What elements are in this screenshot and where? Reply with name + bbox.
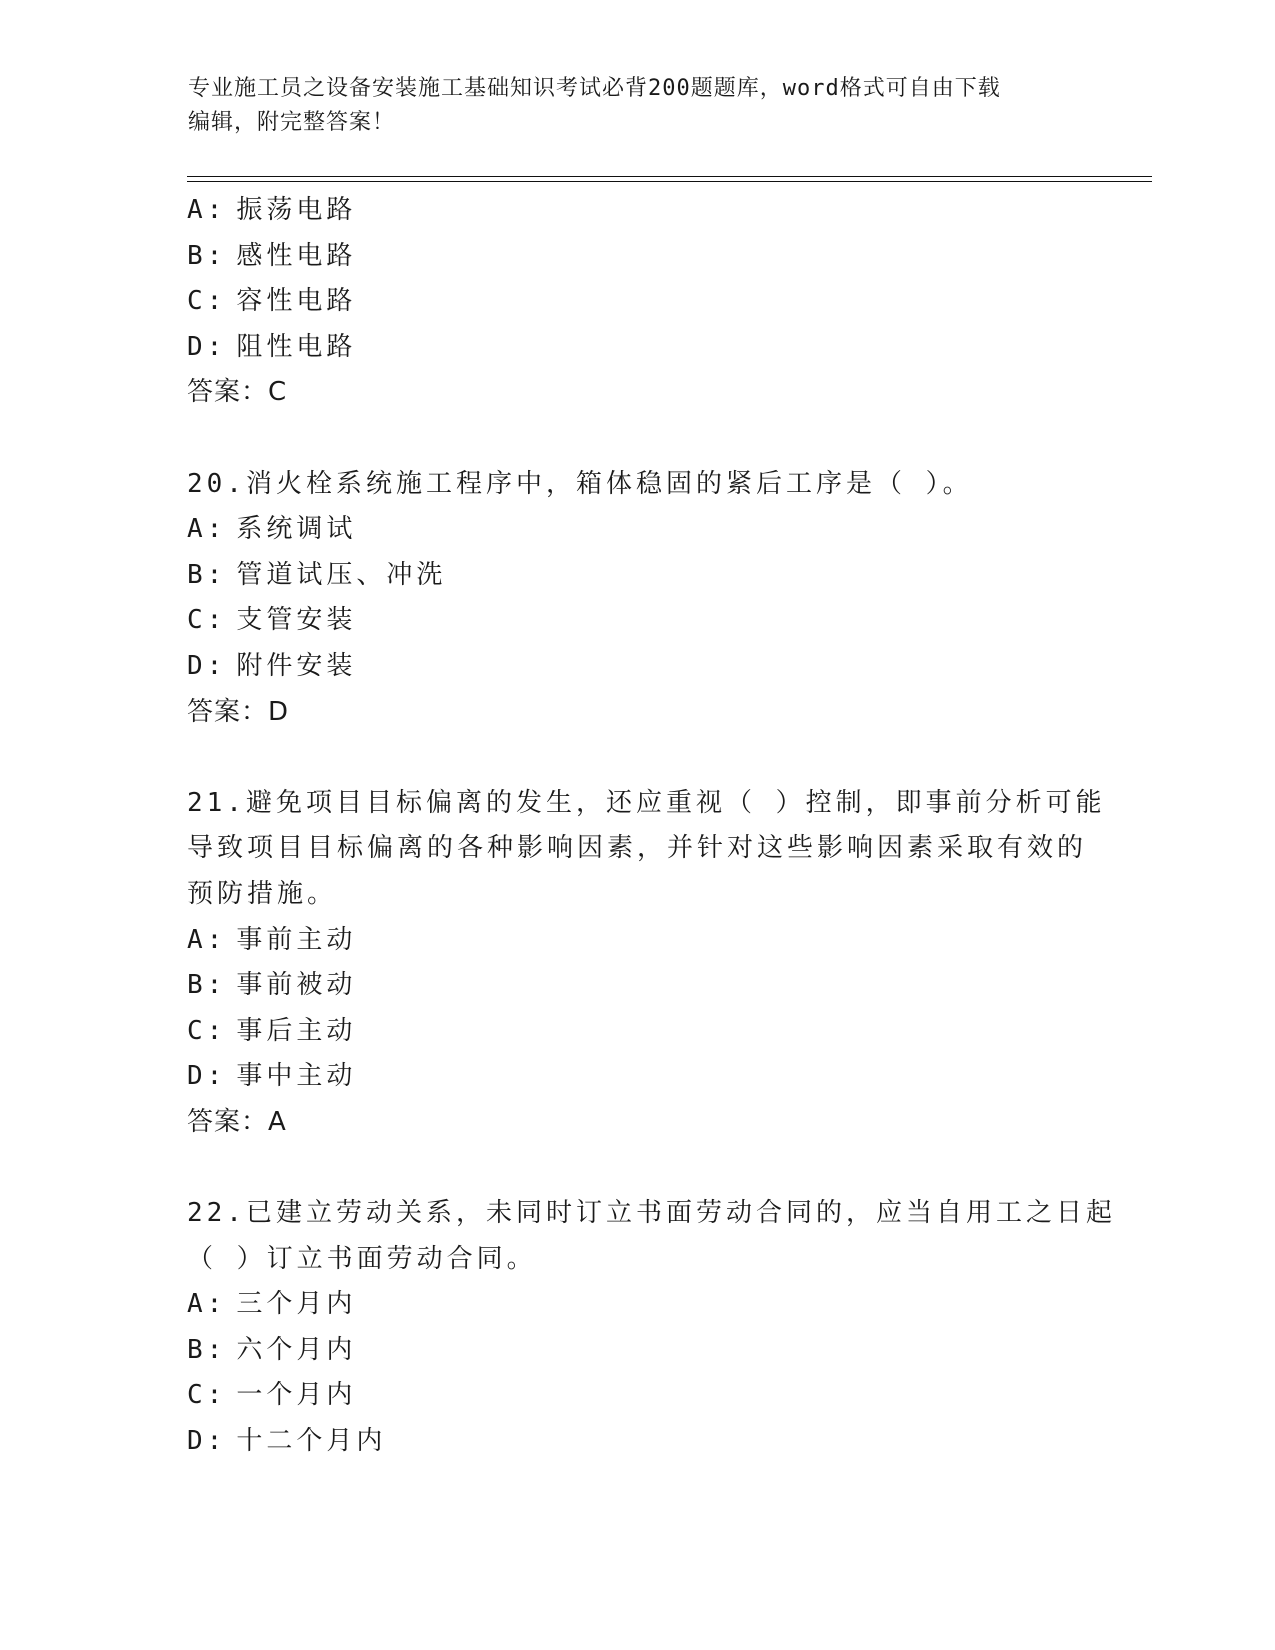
option-c: C: 支管安装 xyxy=(187,605,357,636)
answer: 答案：D xyxy=(187,696,290,727)
spacer xyxy=(187,735,1107,781)
answer: 答案：A xyxy=(187,1106,287,1137)
option-b: B: 六个月内 xyxy=(187,1334,357,1365)
option-a: A: 系统调试 xyxy=(187,514,357,545)
option-a: A: 事前主动 xyxy=(187,924,357,955)
question-text-line: 22.已建立劳动关系，未同时订立书面劳动合同的，应当自用工之日起 xyxy=(187,1198,1116,1229)
option-c: C: 事后主动 xyxy=(187,1015,357,1046)
question-19 xyxy=(187,188,1107,416)
question-20 xyxy=(187,462,1107,736)
question-21 xyxy=(187,781,1107,1146)
option-d: D: 阻性电路 xyxy=(187,331,357,362)
header-rule-top xyxy=(187,176,1152,177)
question-text-line: 预防措施。 xyxy=(187,878,338,909)
spacer xyxy=(187,416,1107,462)
question-text-line: 21.避免项目目标偏离的发生，还应重视（ ）控制，即事前分析可能 xyxy=(187,787,1106,818)
option-b: B: 管道试压、冲洗 xyxy=(187,559,447,590)
document-body xyxy=(187,188,1116,1465)
option-d: D: 事中主动 xyxy=(187,1061,357,1092)
header-line-2: 编辑，附完整答案！ xyxy=(188,110,396,135)
question-text-line: 导致项目目标偏离的各种影响因素，并针对这些影响因素采取有效的 xyxy=(187,833,1088,864)
question-22 xyxy=(187,1191,1116,1465)
answer: 答案：C xyxy=(187,377,288,408)
header-rule-bottom xyxy=(187,181,1152,182)
option-b: B: 事前被动 xyxy=(187,970,357,1001)
option-d: D: 十二个月内 xyxy=(187,1426,387,1457)
document-header xyxy=(188,72,1088,140)
option-a: A: 振荡电路 xyxy=(187,195,357,225)
option-c: C: 容性电路 xyxy=(187,286,357,317)
option-d: D: 附件安装 xyxy=(187,650,357,681)
option-b: B: 感性电路 xyxy=(187,240,357,271)
question-text: 20.消火栓系统施工程序中，箱体稳固的紧后工序是（ ）。 xyxy=(187,468,973,499)
option-c: C: 一个月内 xyxy=(187,1380,357,1411)
option-a: A: 三个月内 xyxy=(187,1289,357,1320)
question-text-line: （ ）订立书面劳动合同。 xyxy=(187,1243,537,1274)
spacer xyxy=(187,1145,1107,1191)
header-line-1: 专业施工员之设备安装施工基础知识考试必背200题题库，word格式可自由下载 xyxy=(188,76,1001,101)
